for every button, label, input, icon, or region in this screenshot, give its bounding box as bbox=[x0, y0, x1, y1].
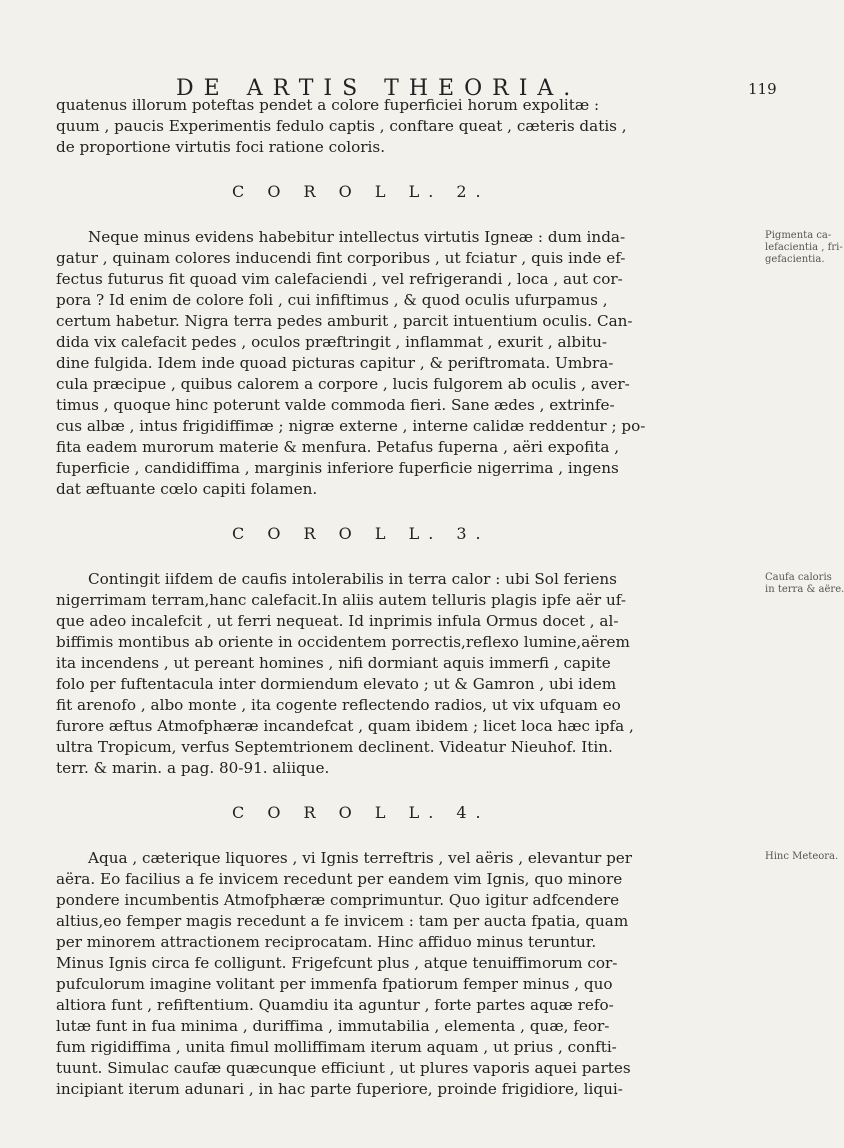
body-line: ultra Tropicum, verfus Septemtrionem declinent. Videatur Nieuhof. Itin. bbox=[56, 738, 613, 756]
body-line: dida vix calefacit pedes , oculos præftringit , inflammat , exurit , albitu- bbox=[56, 333, 607, 351]
body-line: altius,eo femper magis recedunt a fe invicem : tam per aucta fpatia, quam bbox=[56, 912, 629, 930]
body-line: biffimis montibus ab oriente in occidentem porrectis,reflexo lumine,aërem bbox=[56, 633, 630, 651]
margin-note-line: Pigmenta ca- bbox=[765, 230, 832, 241]
margin-note-line: in terra & aëre. bbox=[765, 584, 844, 595]
corollary-heading: C O R O L L. 2. bbox=[232, 182, 490, 201]
body-line: furore æftus Atmofphæræ incandefcat , quam ibidem ; licet loca hæc ipfa , bbox=[56, 717, 634, 735]
body-line: fita eadem murorum materie & menfura. Petafus fuperna , aëri expofita , bbox=[56, 438, 620, 456]
page-number: 119 bbox=[748, 80, 777, 98]
margin-note-line: gefacientia. bbox=[765, 254, 825, 265]
body-line: Aqua , cæterique liquores , vi Ignis terreftris , vel aëris , elevantur per bbox=[88, 849, 633, 867]
body-line: que adeo incalefcit , ut ferri nequeat. Id inprimis infula Ormus docet , al- bbox=[56, 612, 619, 630]
body-line: gatur , quinam colores inducendi fint corporibus , ut fciatur , quis inde ef- bbox=[56, 249, 626, 267]
body-line: pora ? Id enim de colore foli , cui infiftimus , & quod oculis ufurpamus , bbox=[56, 291, 608, 309]
body-line: fum rigidiffima , unita fimul molliffimam iterum aquam , ut prius , confti- bbox=[56, 1038, 617, 1056]
body-line: fectus futurus fit quoad vim calefaciendi , vel refrigerandi , loca , aut cor- bbox=[56, 270, 623, 288]
body-line: nigerrimam terram,hanc calefacit.In aliis autem telluris plagis ipfe aër uf- bbox=[56, 591, 626, 609]
margin-note-line: Hinc Meteora. bbox=[765, 851, 839, 862]
body-line: cus albæ , intus frigidiffimæ ; nigræ externe , interne calidæ reddentur ; po- bbox=[56, 417, 646, 435]
body-line: tuunt. Simulac caufæ quæcunque efficiunt , ut plures vaporis aquei partes bbox=[56, 1059, 631, 1077]
body-line: Minus Ignis circa fe colligunt. Frigefcunt plus , atque tenuiffimorum cor- bbox=[56, 954, 618, 972]
body-line: de proportione virtutis foci ratione coloris. bbox=[56, 138, 386, 156]
body-line: certum habetur. Nigra terra pedes amburit , parcit intuentium oculis. Can- bbox=[56, 312, 633, 330]
body-line: fuperficie , candidiffima , marginis inferiore fuperficie nigerrima , ingens bbox=[56, 459, 619, 477]
body-line: quatenus illorum poteftas pendet a colore fuperficiei horum expolitæ : bbox=[56, 96, 600, 114]
body-line: fit arenofo , albo monte , ita cogente reflectendo radios, ut vix ufquam eo bbox=[56, 696, 621, 714]
margin-note bbox=[765, 230, 843, 266]
body-line: Contingit iifdem de caufis intolerabilis in terra calor : ubi Sol feriens bbox=[88, 570, 617, 588]
body-line: quum , paucis Experimentis fedulo captis , conftare queat , cæteris datis , bbox=[56, 117, 627, 135]
body-line: dine fulgida. Idem inde quoad picturas capitur , & periftromata. Umbra- bbox=[56, 354, 614, 372]
body-line: pufculorum imagine volitant per immenfa fpatiorum femper minus , quo bbox=[56, 975, 613, 993]
body-line: cula præcipue , quibus calorem a corpore , lucis fulgorem ab oculis , aver- bbox=[56, 375, 630, 393]
body-line: lutæ funt in fua minima , duriffima , immutabilia , elementa , quæ, feor- bbox=[56, 1017, 610, 1035]
body-line: folo per fuftentacula inter dormiendum elevato ; ut & Gamron , ubi idem bbox=[56, 675, 617, 693]
body-line: timus , quoque hinc poterunt valde commoda fieri. Sane ædes , extrinfe- bbox=[56, 396, 615, 414]
margin-note-line: Caufa caloris bbox=[765, 572, 832, 583]
running-head: DE ARTIS THEORIA. bbox=[176, 76, 581, 101]
body-line: Neque minus evidens habebitur intellectus virtutis Igneæ : dum inda- bbox=[88, 228, 626, 246]
body-line: ita incendens , ut pereant homines , nifi dormiant aquis immerfi , capite bbox=[56, 654, 611, 672]
body-line: dat æftuante cœlo capiti folamen. bbox=[56, 480, 318, 498]
body-line: aëra. Eo facilius a fe invicem recedunt per eandem vim Ignis, quo minore bbox=[56, 870, 623, 888]
body-line: terr. & marin. a pag. 80-91. aliique. bbox=[56, 759, 330, 777]
body-line: altiora funt , refiftentium. Quamdiu ita aguntur , forte partes aquæ refo- bbox=[56, 996, 614, 1014]
body-line: per minorem attractionem reciprocatam. Hinc affiduo minus teruntur. bbox=[56, 933, 597, 951]
margin-note bbox=[765, 851, 839, 863]
body-line: incipiant iterum adunari , in hac parte fuperiore, proinde frigidiore, liqui- bbox=[56, 1080, 623, 1098]
margin-note-line: lefacientia , fri- bbox=[765, 242, 843, 253]
margin-note bbox=[765, 572, 844, 596]
corollary-heading: C O R O L L. 3. bbox=[232, 524, 490, 543]
corollary-heading: C O R O L L. 4. bbox=[232, 803, 490, 822]
body-line: pondere incumbentis Atmofphæræ comprimuntur. Quo igitur adfcendere bbox=[56, 891, 620, 909]
